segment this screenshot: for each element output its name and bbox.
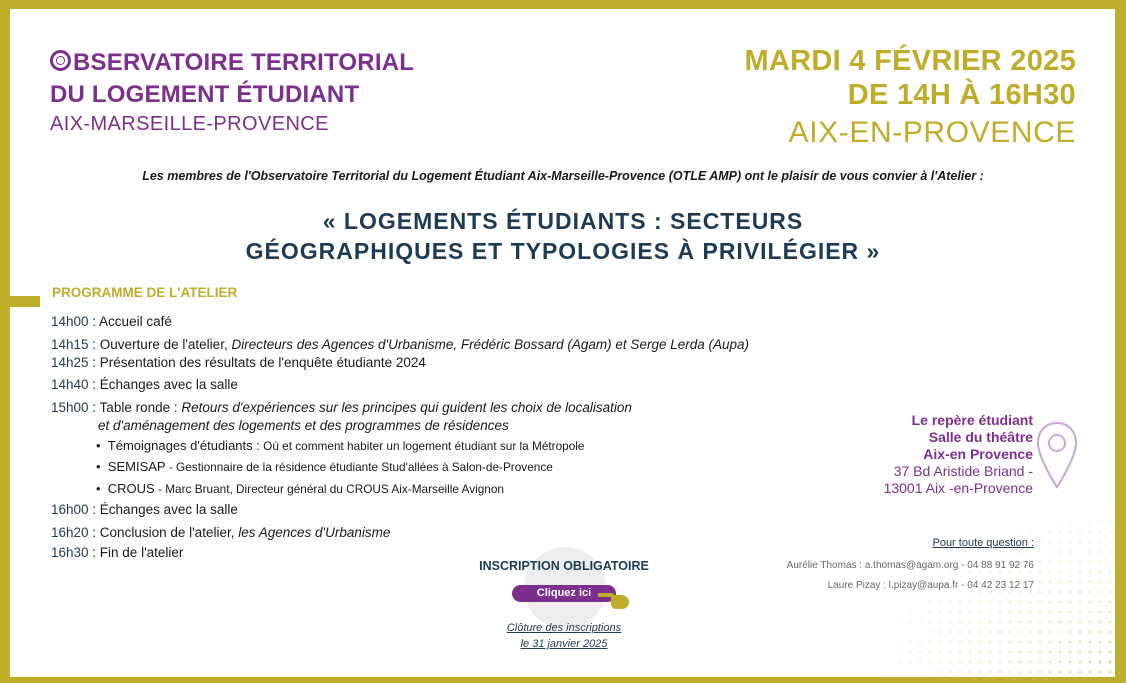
logo-line-1 — [50, 47, 414, 79]
programme-item — [51, 400, 632, 415]
bullet-text: - Marc Bruant, Directeur général du CROUS Aix-Marseille Avignon — [154, 482, 504, 496]
programme-detail: Retours d'expériences sur les principes qui guident les choix de localisation — [181, 400, 632, 415]
programme-text: : Table ronde : — [88, 400, 182, 415]
programme-text: : Échanges avec la salle — [88, 377, 238, 392]
programme-text: : Fin de l'atelier — [88, 545, 184, 560]
event-city: AIX-EN-PROVENCE — [788, 116, 1076, 149]
programme-time: 16h20 — [51, 525, 89, 540]
workshop-title-line-1: « LOGEMENTS ÉTUDIANTS : SECTEURS — [322, 208, 804, 234]
programme-text: : Conclusion de l'atelier, — [88, 525, 239, 540]
event-date-block — [744, 44, 1076, 152]
contact-agam[interactable]: Aurélie Thomas : a.thomas@agam.org - 04 88 91 92 76 — [786, 560, 1034, 571]
programme-item — [51, 314, 172, 329]
event-time: DE 14H À 16H30 — [847, 79, 1076, 111]
venue-postcode: 13001 Aix -en-Provence — [883, 480, 1033, 496]
event-date: MARDI 4 FÉVRIER 2025 — [744, 45, 1076, 77]
venue-address — [884, 412, 1033, 497]
logo-subtitle: AIX-MARSEILLE-PROVENCE — [50, 113, 329, 135]
programme-time: 14h00 — [51, 314, 89, 329]
pointing-hand-icon — [597, 584, 631, 610]
programme-time: 15h00 — [51, 400, 89, 415]
bullet-label: Témoignages d'étudiants : — [107, 438, 260, 453]
venue-name: Le repère étudiant — [911, 412, 1033, 428]
logo-line-2: DU LOGEMENT ÉTUDIANT — [50, 81, 360, 108]
workshop-title-line-2: GÉOGRAPHIQUES ET TYPOLOGIES À PRIVILÉGIER » — [245, 238, 881, 264]
programme-item — [51, 545, 183, 560]
programme-text: : Ouverture de l'atelier, — [88, 337, 232, 352]
programme-item — [51, 502, 238, 517]
programme-detail-continued: et d'aménagement des logements et des programmes de résidences — [98, 418, 509, 433]
programme-time: 14h15 — [51, 337, 89, 352]
programme-time: 16h00 — [51, 502, 89, 517]
programme-bullet: • SEMISAP - Gestionnaire de la résidence étudiante Stud'allées à Salon-de-Provence — [96, 459, 553, 474]
contact-aupa[interactable]: Laure Pizay : l.pizay@aupa.fr - 04 42 23 12 17 — [827, 580, 1034, 591]
location-pin-icon — [1035, 421, 1079, 491]
bullet-text: - Gestionnaire de la résidence étudiante Stud'allées à Salon-de-Provence — [165, 460, 553, 474]
venue-room: Salle du théâtre — [928, 429, 1033, 445]
programme-bullet: • Témoignages d'étudiants : Où et comment habiter un logement étudiant sur la Métropole — [96, 438, 585, 453]
venue-town: Aix-en Provence — [923, 446, 1033, 462]
programme-item — [51, 337, 749, 352]
programme-item — [51, 355, 426, 370]
workshop-title — [0, 206, 1126, 266]
deadline-line-1: Clôture des inscriptions — [506, 622, 622, 634]
programme-text: : Échanges avec la salle — [88, 502, 238, 517]
programme-text: : Présentation des résultats de l'enquête étudiante 2024 — [88, 355, 426, 370]
programme-text: : Accueil café — [88, 314, 172, 329]
programme-time: 14h40 — [51, 377, 89, 392]
programme-time: 14h25 — [51, 355, 89, 370]
venue-street: 37 Bd Aristide Briand - — [893, 463, 1033, 479]
programme-time: 16h30 — [51, 545, 89, 560]
programme-item — [51, 525, 390, 540]
logo-line-1-text: BSERVATOIRE TERRITORIAL — [73, 49, 415, 76]
programme-bullet: • CROUS - Marc Bruant, Directeur général du CROUS Aix-Marseille Avignon — [96, 481, 504, 496]
decorative-dots — [875, 507, 1115, 677]
deadline-line-2: le 31 janvier 2025 — [520, 638, 608, 650]
inscription-title: INSCRIPTION OBLIGATOIRE — [479, 559, 649, 573]
otle-logo — [50, 47, 414, 137]
registration-deadline — [464, 620, 664, 652]
bullet-label: SEMISAP — [107, 459, 166, 474]
o-ring-logo-icon — [50, 50, 71, 71]
register-button[interactable]: Cliquez ici — [512, 585, 616, 602]
bullet-text: Où et comment habiter un logement étudiant sur la Métropole — [259, 439, 585, 453]
programme-detail: les Agences d'Urbanisme — [238, 525, 391, 540]
bullet-label: CROUS — [107, 481, 155, 496]
decorative-bar — [0, 296, 40, 307]
programme-detail: Directeurs des Agences d'Urbanisme, Frédéric Bossard (Agam) et Serge Lerda (Aupa) — [231, 337, 750, 352]
intro-text: Les membres de l'Observatoire Territorial du Logement Étudiant Aix-Marseille-Provence (OTLE AMP) ont le plaisir de vous convier à l'Atelier : — [142, 169, 984, 183]
programme-item — [51, 377, 238, 392]
programme-heading: PROGRAMME DE L'ATELIER — [52, 285, 238, 300]
contact-title: Pour toute question : — [932, 537, 1034, 549]
